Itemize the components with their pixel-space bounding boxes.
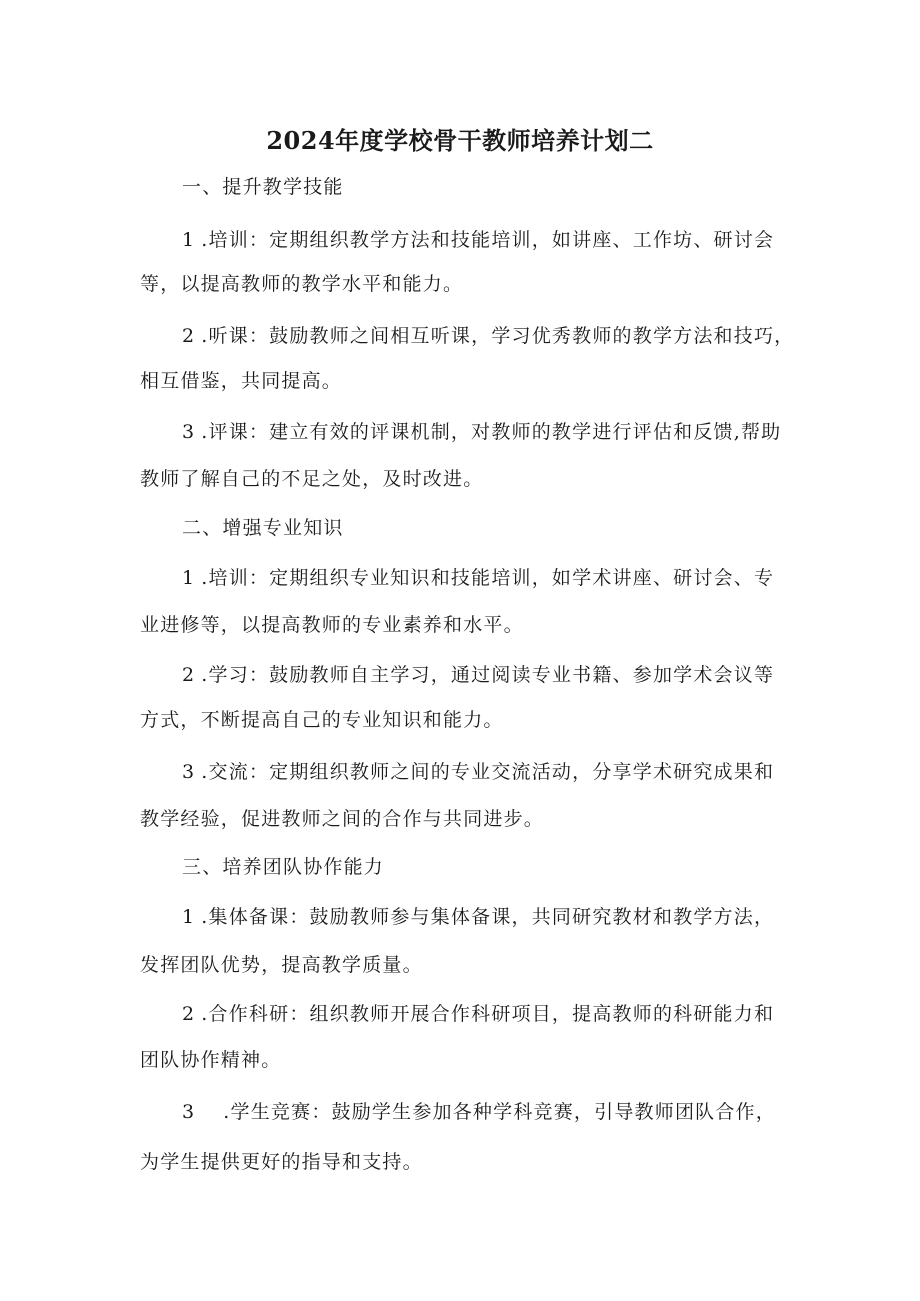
item-text: .学生竞赛：鼓励学生参加各种学科竞赛，引导教师团队合作，	[223, 1101, 776, 1123]
item-number: 1	[182, 906, 196, 928]
section-heading: 三、培养团队协作能力	[182, 856, 385, 878]
item-text: .交流：定期组织教师之间的专业交流活动，分享学术研究成果和	[201, 761, 775, 783]
section-heading: 二、增强专业知识	[182, 517, 344, 539]
item-text: .培训：定期组织教学方法和技能培训，如讲座、工作坊、研讨会	[201, 229, 775, 251]
item-text: .评课：建立有效的评课机制，对教师的教学进行评估和反馈,帮助	[201, 421, 782, 443]
list-item-line	[182, 661, 774, 689]
list-item-line	[182, 226, 774, 254]
list-item-line	[182, 903, 774, 931]
list-item-line	[182, 418, 781, 446]
list-item-line	[182, 322, 794, 350]
list-item-continuation: 相互借鉴，共同提高。	[140, 370, 343, 392]
list-item-continuation: 教学经验，促进教师之间的合作与共同进步。	[140, 808, 545, 830]
item-number: 1	[182, 567, 196, 589]
item-text: .集体备课：鼓励教师参与集体备课，共同研究教材和教学方法，	[201, 906, 775, 928]
item-text: .合作科研：组织教师开展合作科研项目，提高教师的科研能力和	[201, 1003, 775, 1025]
list-item-line	[182, 758, 774, 786]
list-item-continuation: 教师了解自己的不足之处，及时改进。	[140, 468, 484, 490]
item-number: 3	[182, 761, 196, 783]
list-item-continuation: 发挥团队优势，提高教学质量。	[140, 954, 423, 976]
item-number: 3	[182, 421, 196, 443]
item-number: 2	[182, 325, 196, 347]
item-number: 1	[182, 229, 196, 251]
section-heading: 一、提升教学技能	[182, 176, 344, 198]
list-item-line	[182, 564, 774, 592]
item-text: .学习：鼓励教师自主学习，通过阅读专业书籍、参加学术会议等	[201, 664, 775, 686]
item-number: 2	[182, 1003, 196, 1025]
item-text: .听课：鼓励教师之间相互听课，学习优秀教师的教学方法和技巧，	[201, 325, 795, 347]
document-title: 2024年度学校骨干教师培养计划二	[266, 126, 654, 155]
item-number: 2	[182, 664, 196, 686]
item-number: 3	[182, 1101, 196, 1123]
list-item-continuation: 等，以提高教师的教学水平和能力。	[140, 273, 464, 295]
list-item-line	[182, 1098, 776, 1126]
list-item-continuation: 方式，不断提高自己的专业知识和能力。	[140, 709, 504, 731]
list-item-continuation: 为学生提供更好的指导和支持。	[140, 1151, 423, 1173]
item-text: .培训：定期组织专业知识和技能培训，如学术讲座、研讨会、专	[201, 567, 775, 589]
list-item-continuation: 团队协作精神。	[140, 1049, 282, 1071]
list-item-continuation: 业进修等，以提高教师的专业素养和水平。	[140, 614, 524, 636]
list-item-line	[182, 1000, 774, 1028]
